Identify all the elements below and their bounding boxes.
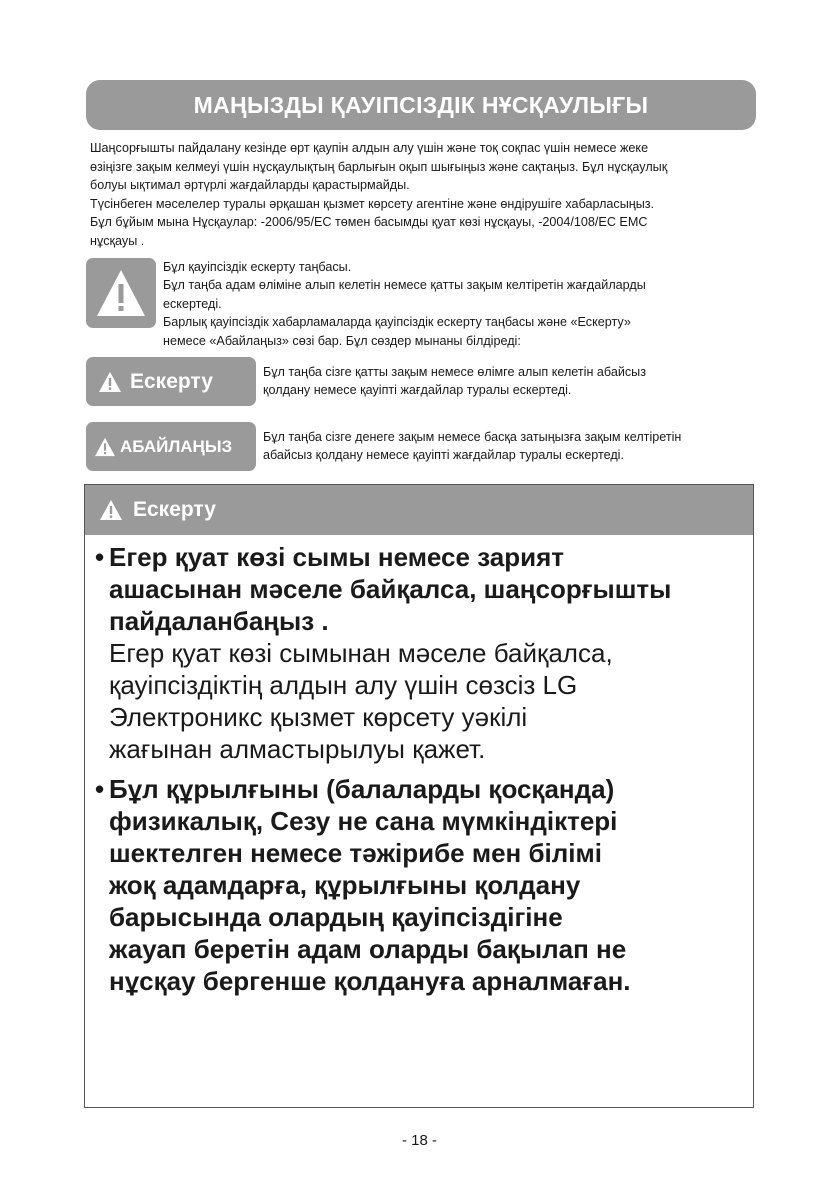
intro-paragraph xyxy=(90,139,770,251)
warning-triangle-icon xyxy=(98,371,122,393)
symbol-line: немесе «Абайлаңыз» сөзі бар. Бұл сөздер мынаны білдіреді: xyxy=(163,333,521,348)
caution-label xyxy=(86,422,256,471)
bullet-marker: • xyxy=(95,774,105,804)
safety-alert-symbol xyxy=(86,258,156,328)
warning-triangle-icon xyxy=(94,266,148,320)
warning-label xyxy=(86,357,256,406)
bullet-regular-line: Электроникс қызмет көрсету уәкілі xyxy=(109,702,528,732)
intro-line: болуы ықтимал әртүрлі жағдайларды қарастырмайды. xyxy=(90,178,410,193)
bullet-regular-line: жағынан алмастырылуы қажет. xyxy=(109,734,486,764)
page-title: МАҢЫЗДЫ ҚАУІПСІЗДІК НҰСҚАУЛЫҒЫ xyxy=(193,91,649,118)
title-banner xyxy=(86,80,756,130)
caution-desc-line: Бұл таңба сізге денеге зақым немесе басқа затыңызға зақым келтіретін xyxy=(263,430,682,444)
bullet-bold-line: барысында олардың қауіпсіздігіне xyxy=(109,902,563,932)
intro-line: Түсінбеген мәселелер туралы әрқашан қызмет көрсету агентіне және өндірушіге хабарласыңыз. xyxy=(90,196,655,211)
bullet-bold-line: нұсқау бергенше қолдануға арналмаған. xyxy=(109,966,631,996)
symbol-line: ескертеді. xyxy=(163,296,222,311)
caution-description xyxy=(263,428,763,465)
bullet-bold-line: шектелген немесе тәжірибе мен білімі xyxy=(109,838,602,868)
warning-box-header xyxy=(85,485,753,535)
warning-desc-line: Бұл таңба сізге қатты зақым немесе өлімге алып келетін абайсыз xyxy=(263,365,646,379)
bullet-bold-line: физикалық, Сезу не сана мүмкіндіктері xyxy=(109,806,618,836)
bullet-bold-line: жауап беретін адам оларды бақылап не xyxy=(109,934,627,964)
bullet-bold-line: Егер қуат көзі сымы немесе зарият xyxy=(109,542,564,572)
safety-symbol-description xyxy=(163,258,763,350)
bullet-marker: • xyxy=(95,542,105,572)
intro-line: өзіңізге зақым келмеуі үшін нұсқаулықтың барлығын оқып шығыңыз және сақтаңыз. Бұл нұсқаулық xyxy=(90,159,668,174)
warning-triangle-icon xyxy=(94,437,116,457)
bullet-bold-line: Бұл құрылғыны (балаларды қосқанда) xyxy=(109,774,615,804)
warning-box-title: Ескерту xyxy=(133,498,216,521)
intro-line: нұсқауы . xyxy=(90,233,145,248)
bullet-bold-line: пайдаланбаңыз . xyxy=(109,606,329,636)
warning-triangle-icon xyxy=(99,499,123,521)
page-number: - 18 - xyxy=(401,1132,437,1149)
bullet-regular-line: Егер қуат көзі сымынан мәселе байқалса, xyxy=(109,638,613,668)
bullet-regular-line: қауіпсіздіктің алдын алу үшін сөзсіз LG xyxy=(109,670,578,700)
warning-desc-line: қолдану немесе қауіпті жағдайлар туралы ескертеді. xyxy=(263,383,572,398)
symbol-line: Бұл таңба адам өліміне алып келетін немесе қатты зақым келтіретін жағдайларды xyxy=(163,278,646,293)
bullet-bold-line: ашасынан мәселе байқалса, шаңсорғышты xyxy=(109,574,672,604)
caution-desc-line: абайсыз қолдану немесе қауіпті жағдайлар туралы ескертеді. xyxy=(263,448,624,463)
intro-line: Шаңсорғышты пайдалану кезінде өрт қаупін алдын алу үшін және тоқ соқпас үшін немесе жеке xyxy=(90,141,649,155)
list-item xyxy=(95,773,739,997)
symbol-line: Барлық қауіпсіздік хабарламаларда қауіпсіздік ескерту таңбасы және «Ескерту» xyxy=(163,315,631,330)
bullet-bold-line: жоқ адамдарға, құрылғыны қолдану xyxy=(109,870,581,900)
warning-box xyxy=(84,484,754,1108)
warning-description xyxy=(263,363,763,400)
symbol-line: Бұл қауіпсіздік ескерту таңбасы. xyxy=(163,260,352,274)
intro-line: Бұл бұйым мына Нұсқаулар: -2006/95/ЕС төмен басымды қуат көзі нұсқауы, -2004/108/ЕС ЕМС xyxy=(90,215,648,230)
warning-label-text: Ескерту xyxy=(130,369,213,393)
caution-label-text: АБАЙЛАҢЫЗ xyxy=(120,436,233,456)
list-item xyxy=(95,541,739,765)
warning-bullet-list xyxy=(85,535,753,997)
